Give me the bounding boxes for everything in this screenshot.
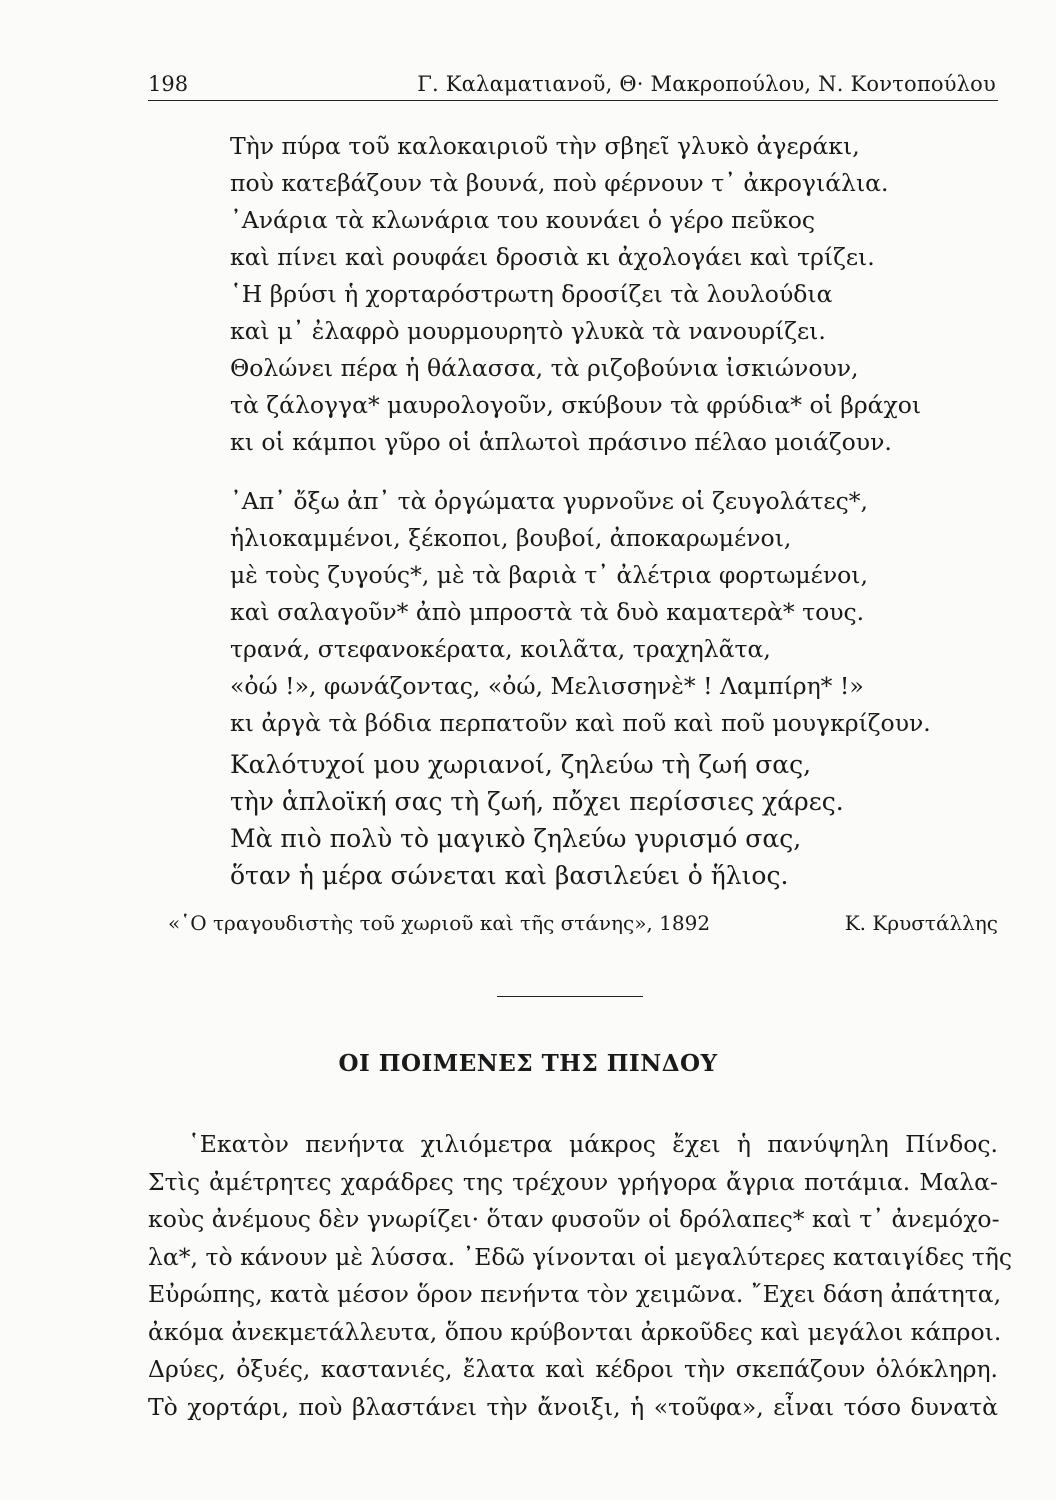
poem-stanza-1 bbox=[230, 128, 1010, 461]
poem-line: μὲ τοὺς ζυγούς*, μὲ τὰ βαριὰ τ᾽ ἀλέτρια φορτωμένοι, bbox=[230, 561, 868, 589]
poem-line: ᾽Ανάρια τὰ κλωνάρια του κουνάει ὁ γέρο πεῦκος bbox=[230, 206, 816, 234]
poem-line: Μὰ πιὸ πολὺ τὸ μαγικὸ ζηλεύω γυρισμό σας, bbox=[230, 824, 802, 853]
poem-line: καὶ πίνει καὶ ρουφάει δροσιὰ κι ἀχολογάει καὶ τρίζει. bbox=[230, 243, 875, 271]
poem-line: «ὀώ !», φωνάζοντας, «ὀώ, Μελισσηνὲ* ! Λαμπίρη* !» bbox=[230, 672, 864, 700]
page-header bbox=[148, 66, 998, 101]
poem-line: τρανά, στεφανοκέρατα, κοιλᾶτα, τραχηλᾶτα, bbox=[230, 635, 771, 663]
poem-stanza-2 bbox=[230, 483, 1010, 742]
body-line: Δρύες, ὀξυές, καστανιές, ἔλατα καὶ κέδροι τὴν σκεπάζουν ὁλόκληρη. bbox=[148, 1355, 998, 1383]
page-number: 198 bbox=[148, 72, 189, 96]
section-divider bbox=[497, 996, 643, 997]
poem-attribution bbox=[168, 908, 998, 938]
poem-line: καὶ μ᾽ ἐλαφρὸ μουρμουρητὸ γλυκὰ τὰ νανουρίζει. bbox=[230, 317, 826, 345]
section-title: ΟΙ ΠΟΙΜΕΝΕΣ ΤΗΣ ΠΙΝΔΟΥ bbox=[338, 1050, 718, 1077]
poem-line: Θολώνει πέρα ἡ θάλασσα, τὰ ριζοβούνια ἰσκιώνουν, bbox=[230, 354, 859, 382]
body-line: Στὶς ἀμέτρητες χαράδρες της τρέχουν γρήγορα ἄγρια ποτάμια. Μαλα- bbox=[148, 1167, 998, 1196]
poem-line: Καλότυχοί μου χωριανοί, ζηλεύω τὴ ζωή σας, bbox=[230, 750, 812, 779]
poem-line: Τὴν πύρα τοῦ καλοκαιριοῦ τὴν σβηεῖ γλυκὸ ἀγεράκι, bbox=[230, 132, 860, 160]
body-line: Εὐρώπης, κατὰ μέσον ὅρον πενήντα τὸν χειμῶνα. ῎Εχει δάση ἀπάτητα, bbox=[148, 1280, 1002, 1308]
poem-line: ῾Η βρύσι ἡ χορταρόστρωτη δροσίζει τὰ λουλούδια bbox=[230, 280, 833, 308]
body-line: ῾Εκατὸν πενήντα χιλιόμετρα μάκρος ἔχει ἡ πανύψηλη Πίνδος. bbox=[188, 1130, 998, 1158]
poem-line: καὶ σαλαγοῦν* ἀπὸ μπροστὰ τὰ δυὸ καματερὰ* τους. bbox=[230, 598, 865, 626]
poem-line: ᾽Απ᾽ ὄξω ἀπ᾽ τὰ ὀργώματα γυρνοῦνε οἱ ζευγολάτες*, bbox=[230, 487, 868, 515]
poem-line: ὅταν ἡ μέρα σώνεται καὶ βασιλεύει ὁ ἥλιος. bbox=[230, 861, 789, 890]
poem-line: κι οἱ κάμποι γῦρο οἱ ἁπλωτοὶ πράσινο πέλαο μοιάζουν. bbox=[230, 428, 892, 456]
running-title: Γ. Καλαματιανοῦ, Θ· Μακροπούλου, Ν. Κοντοπούλου bbox=[417, 72, 996, 96]
poem-stanza-3 bbox=[230, 746, 1010, 894]
attribution-source: «῾Ο τραγουδιστὴς τοῦ χωριοῦ καὶ τῆς στάνης», 1892 bbox=[168, 911, 711, 935]
body-line: ἀκόμα ἀνεκμετάλλευτα, ὅπου κρύβονται ἀρκοῦδες καὶ μεγάλοι κάπροι. bbox=[148, 1317, 1002, 1346]
poem-line: τὰ ζάλογγα* μαυρολογοῦν, σκύβουν τὰ φρύδια* οἱ βράχοι bbox=[230, 391, 922, 419]
poem-line: ποὺ κατεβάζουν τὰ βουνά, ποὺ φέρνουν τ᾽ ἀκρογιάλια. bbox=[230, 169, 889, 197]
section-body bbox=[148, 1126, 1013, 1426]
poem-line: κι ἀργὰ τὰ βόδια περπατοῦν καὶ ποῦ καὶ ποῦ μουγκρίζουν. bbox=[230, 709, 931, 737]
body-line: Τὸ χορτάρι, ποὺ βλαστάνει τὴν ἄνοιξι, ἡ «τοῦφα», εἶναι τόσο δυνατὰ bbox=[148, 1392, 998, 1421]
poem-line: τὴν ἁπλοϊκή σας τὴ ζωή, πὄχει περίσσιες χάρες. bbox=[230, 787, 844, 816]
body-line: λα*, τὸ κάνουν μὲ λύσσα. ᾽Εδῶ γίνονται οἱ μεγαλύτερες καταιγίδες τῆς bbox=[148, 1242, 1013, 1271]
body-line: κοὺς ἀνέμους δὲν γνωρίζει· ὅταν φυσοῦν οἱ δρόλαπες* καὶ τ᾽ ἀνεμόχο- bbox=[148, 1205, 1000, 1233]
attribution-author: Κ. Κρυστάλλης bbox=[844, 911, 998, 935]
poem-line: ἡλιοκαμμένοι, ξέκοποι, βουβοί, ἀποκαρωμένοι, bbox=[230, 524, 792, 552]
